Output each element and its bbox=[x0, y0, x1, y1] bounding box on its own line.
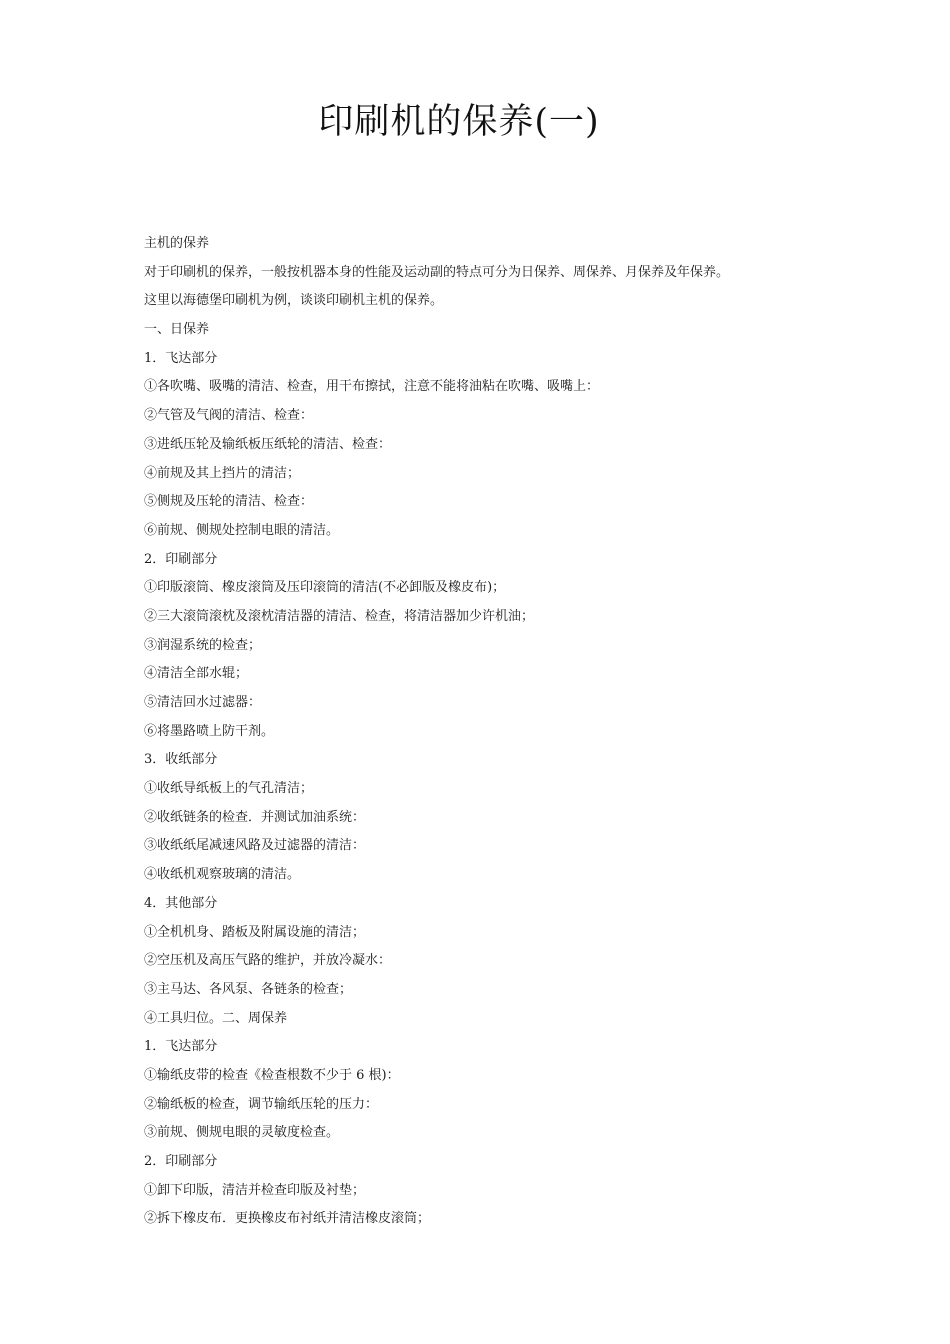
list-item: ②收纸链条的检查．并测试加油系统： bbox=[144, 809, 366, 825]
subsection-heading: 3．收纸部分 bbox=[144, 752, 218, 768]
list-item: ②空压机及高压气路的维护，并放冷凝水： bbox=[144, 953, 392, 969]
subsection-heading: 2．印刷部分 bbox=[144, 1154, 218, 1169]
list-item: ①输纸皮带的检查《检查根数不少于 6 根)： bbox=[144, 1067, 400, 1083]
subsection-heading: 1．飞达部分 bbox=[144, 1039, 218, 1055]
list-item: ①收纸导纸板上的气孔清洁； bbox=[144, 781, 314, 797]
subsection-heading: 1．飞达部分 bbox=[144, 350, 218, 366]
list-item: ⑥前规、侧规处控制电眼的清洁。 bbox=[144, 522, 340, 538]
list-item: ③润湿系统的检查； bbox=[144, 637, 262, 653]
list-item: ②气管及气阀的清洁、检查： bbox=[144, 408, 314, 424]
list-item: ②输纸板的检查，调节输纸压轮的压力： bbox=[144, 1096, 379, 1112]
list-item: ⑥将墨路喷上防干剂。 bbox=[144, 723, 275, 739]
list-item: ①各吹嘴、吸嘴的清洁、检查，用干布擦拭，注意不能将油粘在吹嘴、吸嘴上： bbox=[144, 379, 600, 395]
document-title: 印刷机的保养(一) bbox=[318, 102, 600, 142]
list-item: ①卸下印版，清洁并检查印版及衬垫； bbox=[144, 1182, 366, 1198]
list-item: ④清洁全部水辊； bbox=[144, 666, 249, 682]
text-line: 主机的保养 bbox=[144, 236, 210, 251]
text-line: 这里以海德堡印刷机为例，谈谈印刷机主机的保养。 bbox=[144, 293, 444, 309]
document-body bbox=[144, 230, 824, 1234]
list-item: ③主马达、各风泵、各链条的检查； bbox=[144, 981, 353, 997]
list-item: ③收纸纸尾减速风路及过滤器的清洁： bbox=[144, 838, 366, 854]
list-item: ②拆下橡皮布．更换橡皮布衬纸并清洁橡皮滚筒； bbox=[144, 1211, 431, 1227]
list-item: ⑤清洁回水过滤器： bbox=[144, 695, 262, 710]
list-item: ①印版滚筒、橡皮滚筒及压印滚筒的清洁(不必卸版及橡皮布)； bbox=[144, 580, 506, 596]
list-item: ②三大滚筒滚枕及滚枕清洁器的清洁、检查，将清洁器加少许机油； bbox=[144, 608, 535, 624]
list-item: ④工具归位。二、周保养 bbox=[144, 1010, 288, 1026]
list-item: ④收纸机观察玻璃的清洁。 bbox=[144, 867, 301, 883]
list-item: ①全机机身、踏板及附属设施的清洁； bbox=[144, 924, 366, 940]
list-item: ③进纸压轮及输纸板压纸轮的清洁、检查： bbox=[144, 436, 392, 452]
list-item: ④前规及其上挡片的清洁； bbox=[144, 465, 301, 481]
section-heading: 一、日保养 bbox=[144, 322, 210, 338]
subsection-heading: 4．其他部分 bbox=[144, 895, 218, 911]
subsection-heading: 2．印刷部分 bbox=[144, 551, 218, 567]
list-item: ③前规、侧规电眼的灵敏度检查。 bbox=[144, 1125, 340, 1141]
list-item: ⑤侧规及压轮的清洁、检查： bbox=[144, 494, 314, 510]
text-line: 对于印刷机的保养，一般按机器本身的性能及运动副的特点可分为日保养、周保养、月保养及年保养。 bbox=[144, 264, 730, 280]
